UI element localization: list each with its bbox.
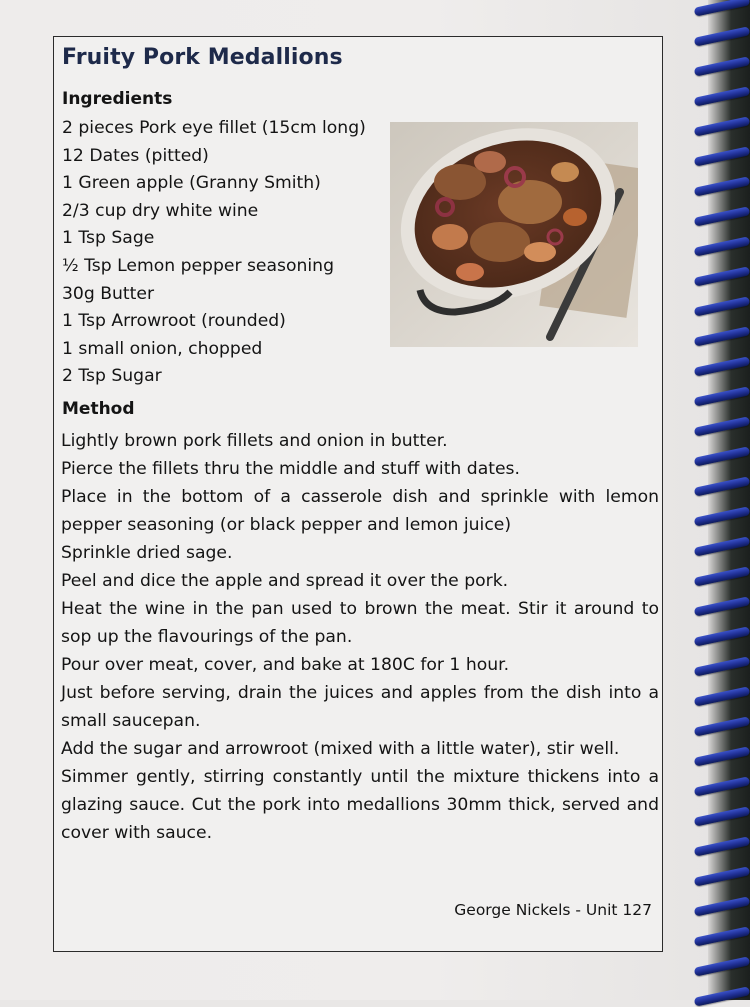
method-step: Add the sugar and arrowroot (mixed with a little water), stir well.	[61, 739, 620, 759]
ingredients-heading: Ingredients	[62, 89, 173, 109]
ingredient-item: 30g Butter	[62, 283, 155, 304]
ingredient-item: 1 Green apple (Granny Smith)	[62, 173, 321, 194]
method-step: Sprinkle dried sage.	[61, 543, 233, 563]
method-step: Lightly brown pork fillets and onion in butter.	[61, 431, 448, 451]
recipe-card	[53, 36, 663, 952]
method-heading: Method	[62, 399, 135, 419]
method-step: Place in the bottom of a casserole dish and sprinkle with lemon pepper seasoning (or black pepper and lemon juice)	[61, 487, 659, 535]
method-step: Just before serving, drain the juices and apples from the dish into a small saucepan.	[61, 683, 659, 731]
recipe-title: Fruity Pork Medallions	[62, 45, 343, 70]
recipe-credit: George Nickels - Unit 127	[454, 901, 652, 919]
ingredient-item: 2 pieces Pork eye fillet (15cm long)	[62, 118, 366, 138]
ingredient-item: 1 Tsp Sage	[62, 228, 155, 249]
method-step: Peel and dice the apple and spread it over the pork.	[61, 571, 509, 591]
ingredient-item: 12 Dates (pitted)	[62, 145, 209, 166]
method-step: Pierce the fillets thru the middle and stuff with dates.	[61, 459, 520, 479]
ingredient-item: 1 small onion, chopped	[62, 338, 263, 359]
ingredient-item: 1 Tsp Arrowroot (rounded)	[62, 311, 286, 332]
method-steps	[61, 427, 659, 847]
ingredient-item: ½ Tsp Lemon pepper seasoning	[62, 255, 334, 276]
method-step: Pour over meat, cover, and bake at 180C for 1 hour.	[61, 655, 510, 675]
method-step: Heat the wine in the pan used to brown the meat. Stir it around to sop up the flavourings of the pan.	[61, 599, 659, 647]
method-step: Simmer gently, stirring constantly until the mixture thickens into a glazing sauce. Cut the pork into medallions 30mm thick, served and cover with sauce.	[61, 767, 659, 843]
dish-photo	[390, 122, 638, 347]
ingredient-item: 2 Tsp Sugar	[62, 366, 162, 387]
ingredients-list	[62, 115, 366, 391]
ingredient-item: 2/3 cup dry white wine	[62, 200, 259, 221]
